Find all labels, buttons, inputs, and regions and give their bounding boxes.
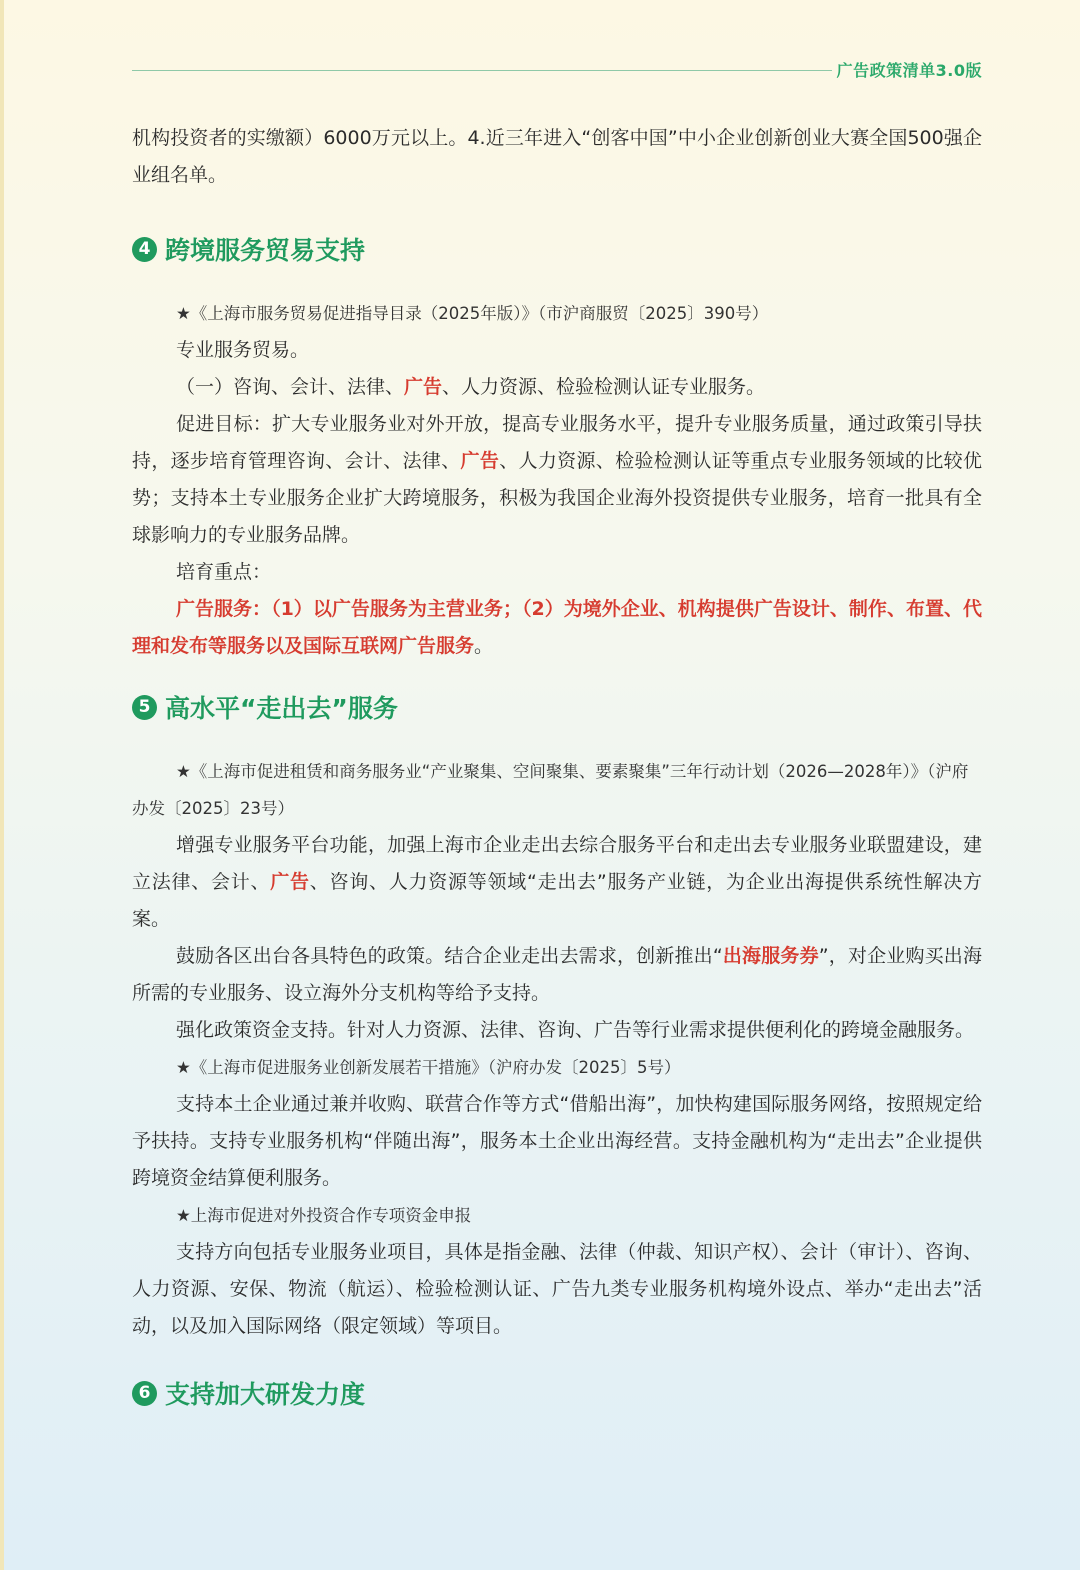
s4-para-4: 培育重点： — [176, 561, 272, 583]
s4-para-1: 专业服务贸易。 — [176, 339, 310, 361]
section-5-title: 高水平“走出去”服务 — [165, 694, 398, 723]
section-6-number: 6 — [132, 1381, 157, 1406]
s4-source: ★《上海市服务贸易促进指导目录（2025年版）》（市沪商服贸〔2025〕390号） — [176, 304, 769, 323]
section-5-heading — [132, 689, 982, 725]
section-4-heading — [132, 231, 982, 267]
s5-para-2: 鼓励各区出台各具特色的政策。结合企业走出去需求，创新推出“出海服务券”，对企业购买出海所需的专业服务、设立海外分支机构等给予支持。 — [132, 945, 982, 1004]
s4-para-5: 广告服务：（1）以广告服务为主营业务；（2）为境外企业、机构提供广告设计、制作、布置、代理和发布等服务以及国际互联网广告服务。 — [132, 598, 982, 657]
s5-source-1: ★《上海市促进租赁和商务服务业“产业聚集、空间聚集、要素聚集”三年行动计划（2026—2028年）》（沪府办发〔2025〕23号） — [132, 762, 969, 818]
s5-para-1: 增强专业服务平台功能，加强上海市企业走出去综合服务平台和走出去专业服务业联盟建设，建立法律、会计、广告、咨询、人力资源等领域“走出去”服务产业链，为企业出海提供系统性解决方案。 — [132, 834, 982, 930]
s4-para-2: （一）咨询、会计、法律、广告、人力资源、检验检测认证专业服务。 — [176, 376, 766, 398]
section-5-number: 5 — [132, 695, 157, 720]
header-rule — [132, 70, 832, 71]
s5-source-2: ★《上海市促进服务业创新发展若干措施》（沪府办发〔2025〕5号） — [176, 1058, 681, 1077]
left-edge-bar — [0, 0, 4, 1570]
s5-para-5: 支持方向包括专业服务业项目，具体是指金融、法律（仲裁、知识产权）、会计（审计）、咨询、人力资源、安保、物流（航运）、检验检测认证、广告九类专业服务机构境外设点、举办“走出去”活动，以及加入国际网络（限定领域）等项目。 — [132, 1241, 982, 1337]
s4-para-3: 促进目标：扩大专业服务业对外开放，提高专业服务水平，提升专业服务质量，通过政策引导扶持，逐步培育管理咨询、会计、法律、广告、人力资源、检验检测认证等重点专业服务领域的比较优势；支持本土专业服务企业扩大跨境服务，积极为我国企业海外投资提供专业服务，培育一批具有全球影响力的专业服务品牌。 — [132, 413, 982, 546]
header-title: 广告政策清单3.0版 — [836, 61, 982, 80]
section-6-heading — [132, 1375, 982, 1411]
s5-source-3: ★上海市促进对外投资合作专项资金申报 — [176, 1206, 472, 1225]
section-6-title: 支持加大研发力度 — [165, 1380, 366, 1409]
section-4-number: 4 — [132, 237, 157, 262]
intro-paragraph: 机构投资者的实缴额）6000万元以上。4.近三年进入“创客中国”中小企业创新创业大赛全国500强企业组名单。 — [132, 127, 982, 186]
page-content — [132, 120, 982, 1411]
s5-para-4: 支持本土企业通过兼并收购、联营合作等方式“借船出海”，加快构建国际服务网络，按照规定给予扶持。支持专业服务机构“伴随出海”，服务本土企业出海经营。支持金融机构为“走出去”企业提供跨境资金结算便利服务。 — [132, 1093, 982, 1189]
section-4-title: 跨境服务贸易支持 — [165, 236, 366, 265]
page-header — [132, 58, 982, 82]
s5-para-3: 强化政策资金支持。针对人力资源、法律、咨询、广告等行业需求提供便利化的跨境金融服务。 — [176, 1019, 975, 1041]
